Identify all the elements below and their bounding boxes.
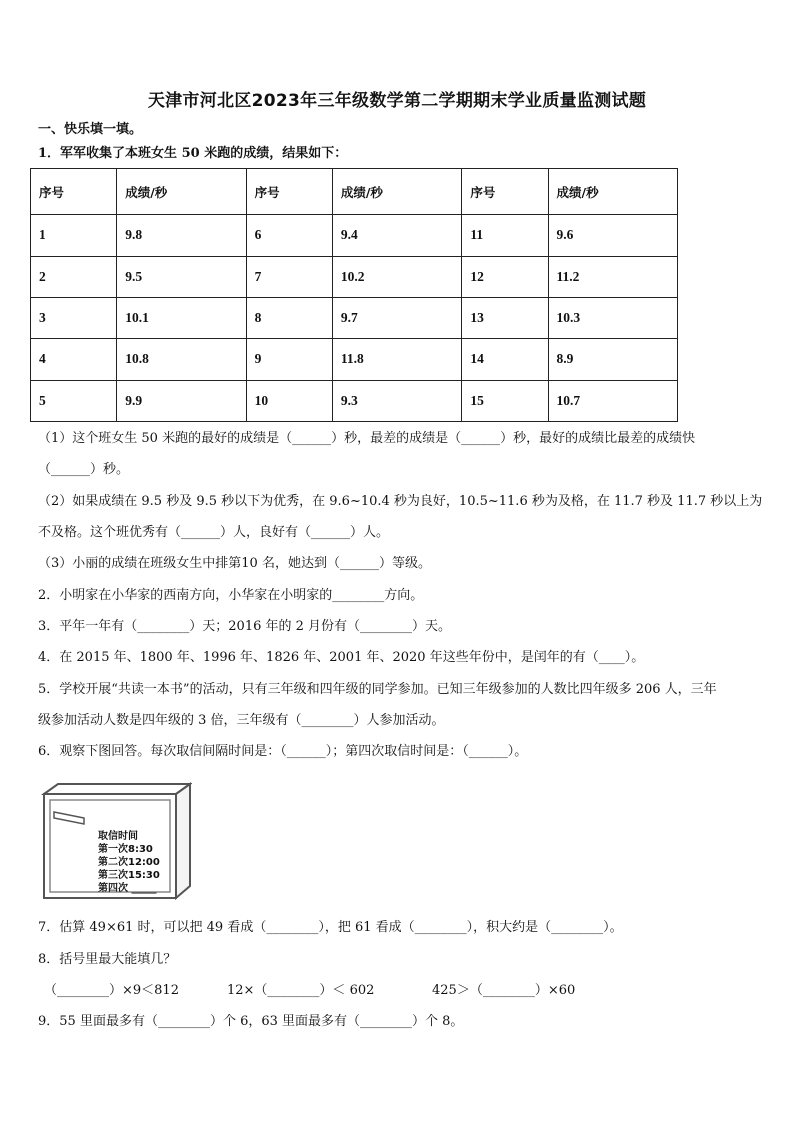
table-cell: 9.5 <box>117 256 246 297</box>
table-cell: 6 <box>246 215 332 256</box>
table-cell: 10.3 <box>548 297 677 338</box>
question-8-part-b: 12×（________）＜ 602 <box>227 983 375 998</box>
question-5-cont: 级参加活动人数是四年级的 3 倍，三年级有（________）人参加活动。 <box>38 713 445 728</box>
mailbox-figure <box>40 782 192 902</box>
table-cell: 2 <box>31 256 117 297</box>
table-header-row <box>31 169 678 215</box>
mailbox-time-1: 第一次8:30 <box>98 844 153 855</box>
table-cell: 9 <box>246 339 332 380</box>
table-cell: 7 <box>246 256 332 297</box>
table-row <box>31 215 678 256</box>
table-cell: 14 <box>462 339 548 380</box>
question-7: 7．估算 49×61 时，可以把 49 看成（________），把 61 看成（________），积大约是（________）。 <box>38 920 623 935</box>
table-row <box>31 256 678 297</box>
table-row <box>31 339 678 380</box>
table-cell: 1 <box>31 215 117 256</box>
question-8-part-c: 425＞（________）×60 <box>432 983 576 998</box>
question-8: 8．括号里最大能填几？ <box>38 952 177 967</box>
header-cell: 序号 <box>31 169 117 215</box>
header-cell: 序号 <box>462 169 548 215</box>
header-cell: 成绩/秒 <box>548 169 677 215</box>
question-8-part-a: （________）×9＜812 <box>44 983 179 998</box>
question-9: 9．55 里面最多有（________）个 6，63 里面最多有（________）个 8。 <box>38 1014 464 1029</box>
table-cell: 13 <box>462 297 548 338</box>
question-4: 4．在 2015 年、1800 年、1996 年、1826 年、2001 年、2020 年这些年份中，是闰年的有（____）。 <box>38 650 645 665</box>
question-1-intro: 1．军军收集了本班女生 50 米跑的成绩，结果如下： <box>38 146 348 161</box>
table-cell: 10.1 <box>117 297 246 338</box>
scores-table <box>30 168 678 422</box>
question-5: 5．学校开展“共读一本书”的活动，只有三年级和四年级的同学参加。已知三年级参加的人数比四年级多 206 人，三年 <box>38 682 717 697</box>
question-6: 6．观察下图回答。每次取信间隔时间是：（______）；第四次取信时间是：（______）。 <box>38 744 528 759</box>
section-heading: 一、快乐填一填。 <box>38 122 143 137</box>
header-cell: 成绩/秒 <box>117 169 246 215</box>
mailbox-time-3: 第三次15:30 <box>98 870 160 881</box>
table-cell: 12 <box>462 256 548 297</box>
table-cell: 8.9 <box>548 339 677 380</box>
mailbox-time-2: 第二次12:00 <box>98 857 160 868</box>
table-cell: 10.7 <box>548 380 677 421</box>
table-cell: 8 <box>246 297 332 338</box>
header-cell: 成绩/秒 <box>332 169 461 215</box>
mailbox-time-4: 第四次 _____ <box>98 883 157 894</box>
question-1-part-2: （2）如果成绩在 9.5 秒及 9.5 秒以下为优秀，在 9.6~10.4 秒为良好，10.5~11.6 秒为及格，在 11.7 秒及 11.7 秒以上为 <box>38 494 763 509</box>
table-cell: 10.2 <box>332 256 461 297</box>
question-1-part-3: （3）小丽的成绩在班级女生中排第10 名，她达到（______）等级。 <box>38 556 431 571</box>
table-cell: 10.8 <box>117 339 246 380</box>
table-cell: 11 <box>462 215 548 256</box>
header-cell: 序号 <box>246 169 332 215</box>
table-cell: 9.3 <box>332 380 461 421</box>
table-row <box>31 297 678 338</box>
table-cell: 5 <box>31 380 117 421</box>
table-cell: 3 <box>31 297 117 338</box>
page-title: 天津市河北区2023年三年级数学第二学期期末学业质量监测试题 <box>147 91 647 111</box>
table-cell: 15 <box>462 380 548 421</box>
mailbox-heading: 取信时间 <box>98 831 138 842</box>
table-cell: 11.8 <box>332 339 461 380</box>
table-cell: 9.6 <box>548 215 677 256</box>
table-cell: 9.7 <box>332 297 461 338</box>
table-cell: 9.8 <box>117 215 246 256</box>
table-cell: 9.4 <box>332 215 461 256</box>
question-2: 2．小明家在小华家的西南方向，小华家在小明家的________方向。 <box>38 588 424 603</box>
question-1-part-2-cont: 不及格。这个班优秀有（______）人，良好有（______）人。 <box>38 525 390 540</box>
question-3: 3．平年一年有（________）天；2016 年的 2 月份有（________）天。 <box>38 619 452 634</box>
table-cell: 11.2 <box>548 256 677 297</box>
table-cell: 9.9 <box>117 380 246 421</box>
question-1-part-1: （1）这个班女生 50 米跑的最好的成绩是（______）秒，最差的成绩是（______）秒，最好的成绩比最差的成绩快 <box>38 431 696 446</box>
table-cell: 10 <box>246 380 332 421</box>
question-1-part-1-cont: （______）秒。 <box>38 462 130 477</box>
table-row <box>31 380 678 421</box>
table-cell: 4 <box>31 339 117 380</box>
